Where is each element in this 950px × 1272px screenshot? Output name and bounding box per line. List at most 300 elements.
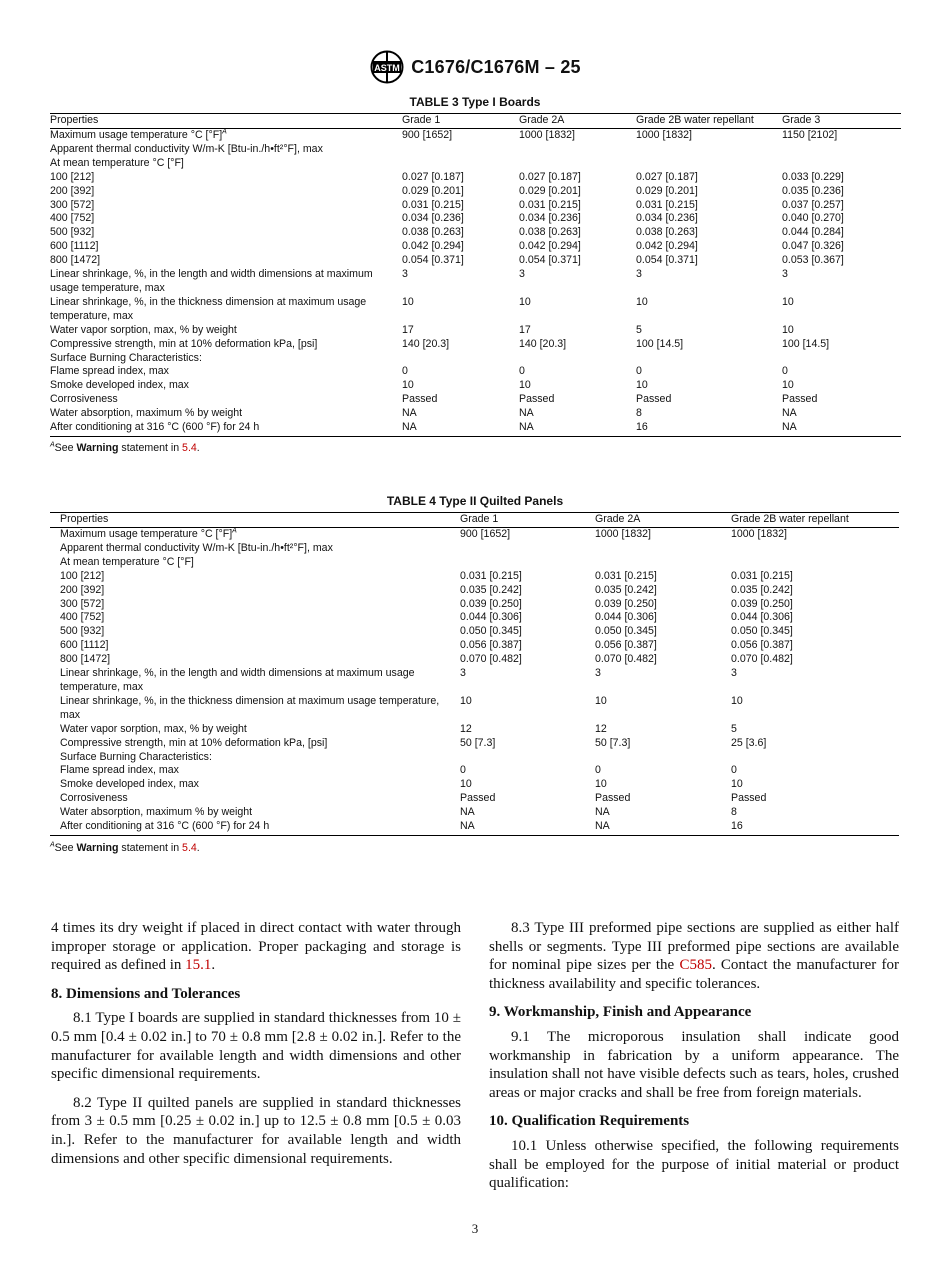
row-label xyxy=(50,695,460,723)
row-label xyxy=(50,407,402,421)
table-cell: 0.050 [0.345] xyxy=(460,625,522,638)
table-cell: 0.044 [0.284] xyxy=(782,226,844,239)
svg-text:ASTM: ASTM xyxy=(374,63,400,73)
table-cell xyxy=(460,556,595,570)
table-cell: 0.054 [0.371] xyxy=(636,254,698,267)
table-cell: 0.039 [0.250] xyxy=(731,597,793,610)
row-label xyxy=(50,584,460,598)
table-cell: 0.034 [0.236] xyxy=(519,212,581,225)
row-label-text: Water absorption, maximum % by weight xyxy=(60,806,253,819)
section-link[interactable]: 5.4 xyxy=(182,442,197,454)
row-label xyxy=(50,653,460,667)
table-row xyxy=(50,639,899,653)
table-cell: 0.070 [0.482] xyxy=(595,653,657,666)
table-cell: 0.031 [0.215] xyxy=(731,569,793,582)
table-row xyxy=(50,296,901,324)
table-cell: 0.042 [0.294] xyxy=(402,240,464,253)
table-cell: 16 xyxy=(731,820,899,835)
table-cell xyxy=(782,352,901,366)
table-cell: 0.031 [0.215] xyxy=(402,198,464,211)
table-cell: NA xyxy=(595,806,610,819)
table-cell: 3 xyxy=(731,667,737,680)
row-label-text: Smoke developed index, max xyxy=(60,778,199,791)
table-cell xyxy=(595,542,731,556)
table-cell: 3 xyxy=(402,268,408,281)
table-cell: 100 [14.5] xyxy=(636,337,684,350)
table-row xyxy=(50,820,899,835)
table-cell xyxy=(731,556,899,570)
table3 xyxy=(50,113,901,437)
table-cell: 0.027 [0.187] xyxy=(636,170,698,183)
table-cell: 3 xyxy=(519,268,525,281)
row-label-text: 400 [752] xyxy=(60,611,105,624)
row-label xyxy=(50,528,460,542)
table-cell: 5 xyxy=(636,323,642,336)
table3-header-row xyxy=(50,114,901,129)
table-cell: 0.070 [0.482] xyxy=(731,653,793,666)
row-label xyxy=(50,365,402,379)
table-row xyxy=(50,157,901,171)
table-row xyxy=(50,806,899,820)
row-label xyxy=(50,240,402,254)
table-row xyxy=(50,352,901,366)
table-cell: 0.029 [0.201] xyxy=(402,184,464,197)
table-cell: 0 xyxy=(731,764,737,777)
section-heading: 8. Dimensions and Tolerances xyxy=(51,985,241,1002)
footnote-text: statement in xyxy=(118,842,183,854)
row-label xyxy=(50,598,460,612)
section-link[interactable]: 5.4 xyxy=(182,842,197,854)
row-label-text: Linear shrinkage, %, in the thickness dimension at maximum usage temperature, max xyxy=(50,295,367,322)
table-cell xyxy=(782,143,901,157)
table-cell: Passed xyxy=(460,792,496,805)
table-cell: Passed xyxy=(402,393,438,406)
row-label-text: Apparent thermal conductivity W/m-K [Btu-in./h•ft²°F], max xyxy=(60,541,333,554)
row-label xyxy=(50,625,460,639)
table-cell: NA xyxy=(402,407,417,420)
row-label-text: 300 [572] xyxy=(50,198,95,211)
row-label-text: 800 [1472] xyxy=(50,254,101,267)
paragraph-10-1: 10.1 Unless otherwise specified, the following requirements shall be employed for the purpose of initial material or product qualification: xyxy=(489,1137,899,1192)
table-cell: 0.050 [0.345] xyxy=(595,625,657,638)
table-row xyxy=(50,667,899,695)
table-cell xyxy=(595,751,731,765)
footnote-text: statement in xyxy=(118,442,183,454)
row-label xyxy=(50,778,460,792)
paragraph-8-3 xyxy=(489,919,899,993)
table3-col-header: Grade 2B water repellant xyxy=(636,114,782,129)
row-label xyxy=(50,667,460,695)
table-cell xyxy=(731,751,899,765)
row-label xyxy=(50,338,402,352)
table-cell: 1000 [1832] xyxy=(595,528,651,540)
footnote-marker: A xyxy=(50,841,55,849)
row-label xyxy=(50,212,402,226)
row-label xyxy=(50,421,402,436)
table-cell: 0.029 [0.201] xyxy=(636,184,698,197)
row-label xyxy=(50,806,460,820)
table-row xyxy=(50,143,901,157)
table-cell: 140 [20.3] xyxy=(402,337,450,350)
table-cell: 3 xyxy=(636,268,642,281)
table-row xyxy=(50,751,899,765)
table-row xyxy=(50,737,899,751)
paragraph-9-1: 9.1 The microporous insulation shall indicate good workmanship in fabrication by a uniform appearance. The insulation shall not have visible defects such as tears, holes, crushed areas or major cracks and shall be free from foreign materials. xyxy=(489,1028,899,1101)
section-heading: 9. Workmanship, Finish and Appearance xyxy=(489,1004,752,1021)
row-label-text: After conditioning at 316 °C (600 °F) for 24 h xyxy=(60,820,270,833)
table-cell: 0 xyxy=(636,365,642,378)
row-label-text: Corrosiveness xyxy=(50,393,118,406)
row-label xyxy=(50,820,460,835)
table-cell: 0.040 [0.270] xyxy=(782,212,844,225)
table-cell: 10 xyxy=(636,295,648,308)
table-cell: Passed xyxy=(519,393,555,406)
table-row xyxy=(50,570,899,584)
table-cell: 0.039 [0.250] xyxy=(595,597,657,610)
table-cell: 0.035 [0.242] xyxy=(595,583,657,596)
row-label xyxy=(50,379,402,393)
table-cell: 0.054 [0.371] xyxy=(402,254,464,267)
row-label xyxy=(50,254,402,268)
table-row xyxy=(50,611,899,625)
table-cell: Passed xyxy=(731,792,767,805)
table-cell: NA xyxy=(782,407,797,420)
table-row xyxy=(50,584,899,598)
table-cell: 0.038 [0.263] xyxy=(519,226,581,239)
table-cell: NA xyxy=(595,820,731,835)
table-cell: 10 xyxy=(595,694,607,707)
row-label-text: At mean temperature °C [°F] xyxy=(60,555,194,568)
table-row xyxy=(50,226,901,240)
table3-footnote xyxy=(50,442,200,454)
table-cell: NA xyxy=(402,421,519,436)
table-row xyxy=(50,393,901,407)
row-label xyxy=(50,143,402,157)
table-cell: 0.056 [0.387] xyxy=(595,639,657,652)
table-cell: 0 xyxy=(595,764,601,777)
row-label xyxy=(50,570,460,584)
table-cell xyxy=(519,143,636,157)
table-cell: 0.039 [0.250] xyxy=(460,597,522,610)
table-cell: 3 xyxy=(460,667,466,680)
table-cell xyxy=(636,143,782,157)
paragraph-text: 4 times its dry weight if placed in direct contact with water through improper storage or application. Proper packaging and storage is required as defined in xyxy=(51,920,461,974)
footnote-marker: A xyxy=(232,527,237,535)
row-label xyxy=(50,268,402,296)
row-label xyxy=(50,352,402,366)
table-cell: 17 xyxy=(402,323,414,336)
row-label-text: Corrosiveness xyxy=(60,792,128,805)
table-cell: 10 xyxy=(595,778,607,791)
table-cell: 0.050 [0.345] xyxy=(731,625,793,638)
table-row xyxy=(50,379,901,393)
table-row xyxy=(50,598,899,612)
table-cell: 0 xyxy=(782,365,788,378)
row-label-text: 800 [1472] xyxy=(60,653,111,666)
footnote-bold: Warning xyxy=(76,442,119,454)
table-cell: 1000 [1832] xyxy=(519,129,575,141)
table-cell: 0.034 [0.236] xyxy=(402,212,464,225)
row-label xyxy=(50,556,460,570)
table-cell: 0.029 [0.201] xyxy=(519,184,581,197)
row-label xyxy=(50,171,402,185)
section-heading: 10. Qualification Requirements xyxy=(489,1113,690,1130)
footnote-text: See xyxy=(54,442,77,454)
row-label-text: Linear shrinkage, %, in the thickness dimension at maximum usage temperature, max xyxy=(60,694,440,721)
table-cell: 0.031 [0.215] xyxy=(519,198,581,211)
row-label-text: Apparent thermal conductivity W/m-K [Btu-in./h•ft²°F], max xyxy=(50,142,323,155)
row-label-text: 500 [932] xyxy=(60,625,105,638)
row-label-text: Maximum usage temperature °C [°F] xyxy=(50,129,223,141)
table-cell: 0.056 [0.387] xyxy=(731,639,793,652)
table4-title: TABLE 4 Type II Quilted Panels xyxy=(386,494,564,508)
row-label xyxy=(50,792,460,806)
row-label-text: Surface Burning Characteristics: xyxy=(60,750,212,763)
paragraph-text: . Contact the manufacturer for thickness availability and specific tolerances. xyxy=(489,957,899,992)
table-cell: 0.042 [0.294] xyxy=(519,240,581,253)
row-label xyxy=(50,393,402,407)
table-row xyxy=(50,254,901,268)
table-cell: Passed xyxy=(636,393,672,406)
row-label xyxy=(50,542,460,556)
table-cell: 12 xyxy=(595,722,607,735)
table-cell xyxy=(402,143,519,157)
table-cell: 0.070 [0.482] xyxy=(460,653,522,666)
row-label xyxy=(50,764,460,778)
table4-footnote xyxy=(50,842,200,854)
table3-col-header: Grade 3 xyxy=(782,114,901,129)
table-cell: 16 xyxy=(636,421,782,436)
table-cell: 10 xyxy=(402,295,414,308)
standard-link[interactable]: C585 xyxy=(679,957,712,974)
row-label xyxy=(50,226,402,240)
paragraph-text: . xyxy=(211,957,216,974)
table-cell: 10 xyxy=(782,323,794,336)
table-cell: 8 xyxy=(731,806,737,819)
table4-col-header: Grade 2B water repellant xyxy=(731,513,899,528)
table-cell: 0.053 [0.367] xyxy=(782,254,844,267)
row-label-text: Compressive strength, min at 10% deformation kPa, [psi] xyxy=(60,736,328,749)
table-cell: 0.027 [0.187] xyxy=(402,170,464,183)
row-label-text: Linear shrinkage, %, in the length and width dimensions at maximum usage temperature, max xyxy=(50,268,373,294)
table-cell: 10 xyxy=(731,778,743,791)
row-label-text: Water vapor sorption, max, % by weight xyxy=(50,323,237,336)
table-cell xyxy=(782,157,901,171)
table-row xyxy=(50,240,901,254)
table-cell: 0.054 [0.371] xyxy=(519,254,581,267)
table-cell: 0 xyxy=(402,365,408,378)
table4-col-header: Properties xyxy=(50,513,460,528)
left-column xyxy=(51,919,461,1178)
table-cell: 900 [1652] xyxy=(460,528,511,540)
table-cell: 0.038 [0.263] xyxy=(402,226,464,239)
table-cell: 0.031 [0.215] xyxy=(636,198,698,211)
footnote-bold: Warning xyxy=(76,842,119,854)
row-label-text: 300 [572] xyxy=(60,597,105,610)
table-cell xyxy=(731,542,899,556)
table-cell: 0.044 [0.306] xyxy=(595,611,657,624)
table-cell: 10 xyxy=(402,379,414,392)
row-label-text: 400 [752] xyxy=(50,212,95,225)
table-row xyxy=(50,556,899,570)
row-label-text: Flame spread index, max xyxy=(60,764,179,777)
row-label xyxy=(50,185,402,199)
table-cell: 1000 [1832] xyxy=(636,129,692,141)
table-cell: 0.035 [0.236] xyxy=(782,184,844,197)
table-row xyxy=(50,792,899,806)
table-row xyxy=(50,421,901,436)
row-label-text: 600 [1112] xyxy=(50,240,99,253)
table-cell: 0.035 [0.242] xyxy=(460,583,522,596)
table4-col-header: Grade 2A xyxy=(595,513,731,528)
table-row xyxy=(50,338,901,352)
table-cell: 10 xyxy=(519,379,531,392)
table-cell: 10 xyxy=(731,694,743,707)
table-cell: 5 xyxy=(731,722,737,735)
table-cell: 0.038 [0.263] xyxy=(636,226,698,239)
table-cell: 0.027 [0.187] xyxy=(519,170,581,183)
row-label-text: Surface Burning Characteristics: xyxy=(50,351,202,364)
page-number: 3 xyxy=(471,1221,479,1236)
page-header xyxy=(0,50,950,89)
paragraph-8-1: 8.1 Type I boards are supplied in standard thicknesses from 10 ± 0.5 mm [0.4 ± 0.02 in.] to 70 ± 0.8 mm [2.8 ± 0.02 in.]. Refer to the manufacturer for available length and width dimensions and other specific dimensional requirements. xyxy=(51,1010,461,1083)
table-cell: 0 xyxy=(519,365,525,378)
table4 xyxy=(50,512,899,836)
table-cell xyxy=(636,157,782,171)
footnote-marker: A xyxy=(50,441,55,449)
document-designation: C1676/C1676M – 25 xyxy=(411,56,581,77)
table-row xyxy=(50,129,901,143)
table-cell: Passed xyxy=(782,393,818,406)
table-cell: 0.037 [0.257] xyxy=(782,198,844,211)
row-label-text: 100 [212] xyxy=(60,569,105,582)
table-cell: Passed xyxy=(595,792,631,805)
table-row xyxy=(50,268,901,296)
table-cell: 17 xyxy=(519,323,531,336)
row-label-text: 200 [392] xyxy=(50,184,95,197)
right-column xyxy=(489,919,899,1203)
row-label-text: 500 [932] xyxy=(50,226,95,239)
table-cell: 0.056 [0.387] xyxy=(460,639,522,652)
paragraph-text: 8.3 Type III preformed pipe sections are supplied as either half shells or segments. Type III preformed pipe sections are available for nominal pipe sizes per the xyxy=(489,920,899,974)
row-label-text: After conditioning at 316 °C (600 °F) for 24 h xyxy=(50,421,260,434)
table-cell: 0.044 [0.306] xyxy=(460,611,522,624)
row-label-text: 200 [392] xyxy=(60,583,105,596)
row-label xyxy=(50,737,460,751)
table-cell: 0.047 [0.326] xyxy=(782,240,844,253)
table-cell xyxy=(636,352,782,366)
table-row xyxy=(50,695,899,723)
row-label-text: Water vapor sorption, max, % by weight xyxy=(60,722,247,735)
paragraph-8-2: 8.2 Type II quilted panels are supplied in standard thicknesses from 3 ± 0.5 mm [0.25 ± 0.02 in.] up to 12.5 ± 0.8 mm [0.5 ± 0.03 in.]. Refer to the manufacturer for available length and width dimensions and other specific dimensional requirements. xyxy=(51,1094,461,1167)
table-row xyxy=(50,324,901,338)
row-label xyxy=(50,199,402,213)
row-label-text: 600 [1112] xyxy=(60,639,109,652)
table-cell xyxy=(460,542,595,556)
row-label xyxy=(50,611,460,625)
table-cell: 12 xyxy=(460,722,472,735)
row-label-text: At mean temperature °C [°F] xyxy=(50,156,184,169)
table-cell: 0 xyxy=(460,764,466,777)
table-cell: NA xyxy=(782,421,901,436)
row-label xyxy=(50,157,402,171)
row-label xyxy=(50,639,460,653)
table-cell: 50 [7.3] xyxy=(595,736,631,749)
table-cell: 0.033 [0.229] xyxy=(782,170,844,183)
table-cell: 25 [3.6] xyxy=(731,736,767,749)
table3-col-header: Properties xyxy=(50,114,402,129)
table-row xyxy=(50,542,899,556)
table-cell xyxy=(402,157,519,171)
table-row xyxy=(50,723,899,737)
table-cell: 10 xyxy=(460,778,472,791)
table-cell: NA xyxy=(519,421,636,436)
table-cell: 10 xyxy=(519,295,531,308)
row-label xyxy=(50,129,402,143)
table4-col-header: Grade 1 xyxy=(460,513,595,528)
row-label xyxy=(50,296,402,324)
table-cell: 140 [20.3] xyxy=(519,337,567,350)
table-cell xyxy=(460,751,595,765)
table-row xyxy=(50,185,901,199)
table-cell: 10 xyxy=(636,379,648,392)
continued-paragraph xyxy=(51,919,461,975)
row-label-text: Compressive strength, min at 10% deformation kPa, [psi] xyxy=(50,337,318,350)
table3-col-header: Grade 2A xyxy=(519,114,636,129)
table-cell: 0.031 [0.215] xyxy=(595,569,657,582)
table-row xyxy=(50,764,899,778)
row-label-text: Linear shrinkage, %, in the length and width dimensions at maximum usage temperature, max xyxy=(60,667,415,693)
row-label xyxy=(50,751,460,765)
table-row xyxy=(50,407,901,421)
table-cell: 3 xyxy=(595,667,601,680)
row-label xyxy=(50,723,460,737)
table-row xyxy=(50,653,899,667)
table3-title: TABLE 3 Type I Boards xyxy=(409,95,541,109)
table-cell: 1000 [1832] xyxy=(731,528,787,540)
table-cell xyxy=(402,352,519,366)
table-row xyxy=(50,199,901,213)
row-label-text: Flame spread index, max xyxy=(50,365,169,378)
footnote-marker: A xyxy=(222,128,227,136)
table-cell: 0.044 [0.306] xyxy=(731,611,793,624)
row-label-text: Maximum usage temperature °C [°F] xyxy=(60,528,233,540)
table-cell: NA xyxy=(460,806,475,819)
astm-logo-icon xyxy=(369,50,405,84)
row-label xyxy=(50,324,402,338)
table-cell: 0.035 [0.242] xyxy=(731,583,793,596)
table-cell xyxy=(519,352,636,366)
table-cell: NA xyxy=(460,820,595,835)
table-cell: 0.034 [0.236] xyxy=(636,212,698,225)
table-row xyxy=(50,778,899,792)
table-cell: 0.031 [0.215] xyxy=(460,569,522,582)
table-cell: 100 [14.5] xyxy=(782,337,830,350)
table-cell: 10 xyxy=(782,379,794,392)
table-cell: 50 [7.3] xyxy=(460,736,496,749)
footnote-text: . xyxy=(196,442,200,454)
row-label-text: Water absorption, maximum % by weight xyxy=(50,407,243,420)
table-cell: 900 [1652] xyxy=(402,129,453,141)
row-label-text: Smoke developed index, max xyxy=(50,379,189,392)
table4-header-row xyxy=(50,513,899,528)
section-link[interactable]: 15.1 xyxy=(185,957,212,974)
table-cell: 0.042 [0.294] xyxy=(636,240,698,253)
table-row xyxy=(50,212,901,226)
footnote-text: See xyxy=(54,842,77,854)
table-cell: 8 xyxy=(636,407,642,420)
footnote-text: . xyxy=(196,842,200,854)
